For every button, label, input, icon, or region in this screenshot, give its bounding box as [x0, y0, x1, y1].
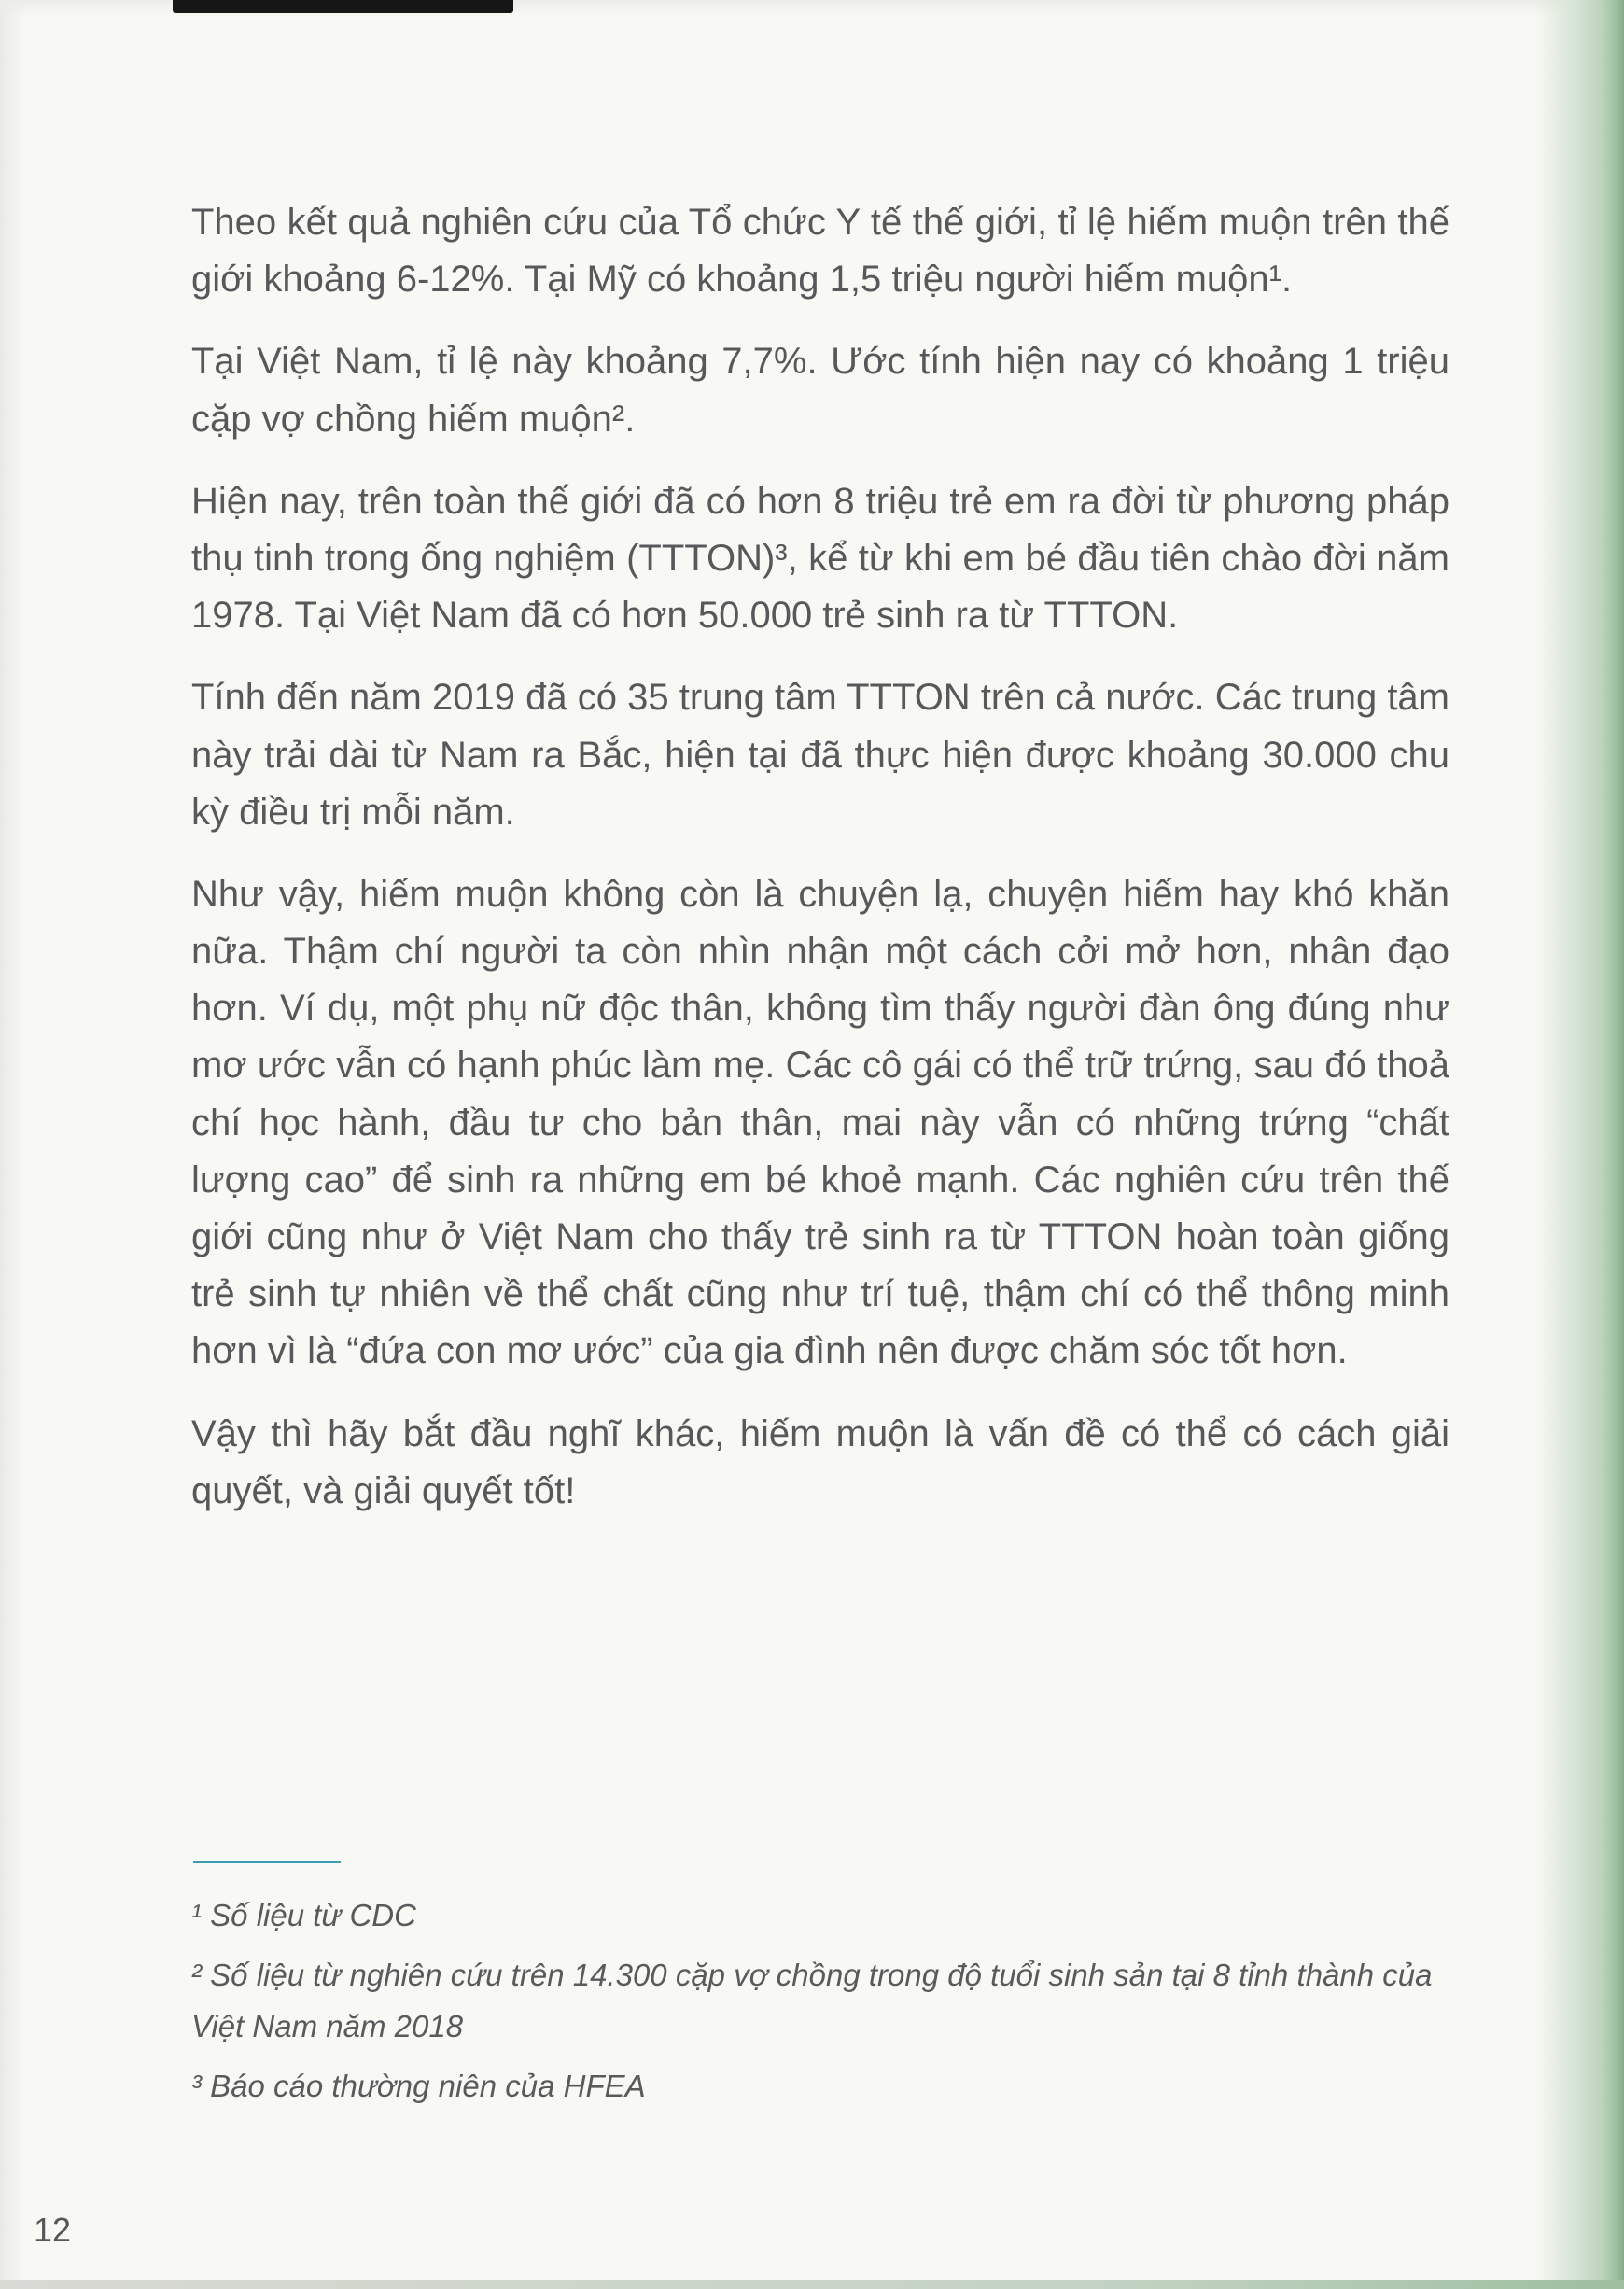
paragraph-2: Tại Việt Nam, tỉ lệ này khoảng 7,7%. Ước tính hiện nay có khoảng 1 triệu cặp vợ chồng hiếm muộn². [191, 341, 1449, 440]
paragraph-4: Tính đến năm 2019 đã có 35 trung tâm TTTON trên cả nước. Các trung tâm này trải dài từ Nam ra Bắc, hiện tại đã thực hiện được khoảng 30.000 chu kỳ điều trị mỗi năm. [191, 677, 1449, 833]
paragraph-5: Như vậy, hiếm muộn không còn là chuyện lạ, chuyện hiếm hay khó khăn nữa. Thậm chí người ta còn nhìn nhận một cách cởi mở hơn, nhân đạo hơn. Ví dụ, một phụ nữ độc thân, không tìm thấy người đàn ông đúng như mơ ước vẫn có hạnh phúc làm mẹ. Các cô gái có thể trữ trứng, sau đó thoả chí học hành, đầu tư cho bản thân, mai này vẫn có những trứng “chất lượng cao” để sinh ra những em bé khoẻ mạnh. Các nghiên cứu trên thế giới cũng như ở Việt Nam cho thấy trẻ sinh ra từ TTTON hoàn toàn giống trẻ sinh tự nhiên về thể chất cũng như trí tuệ, thậm chí có thể thông minh hơn vì là “đứa con mơ ước” của gia đình nên được chăm sóc tốt hơn. [191, 873, 1449, 1372]
footnotes-block [191, 1890, 1465, 2122]
footnote-separator [193, 1861, 341, 1863]
book-spine-edge [1535, 0, 1624, 2289]
left-edge-shade [0, 0, 24, 2289]
footnote-3: ³ Báo cáo thường niên của HFEA [191, 2069, 646, 2104]
scan-artifact-bar [173, 0, 513, 13]
paragraph-3: Hiện nay, trên toàn thế giới đã có hơn 8 triệu trẻ em ra đời từ phương pháp thụ tinh trong ống nghiệm (TTTON)³, kể từ khi em bé đầu tiên chào đời năm 1978. Tại Việt Nam đã có hơn 50.000 trẻ sinh ra từ TTTON. [191, 480, 1449, 637]
paragraph-6: Vậy thì hãy bắt đầu nghĩ khác, hiếm muộn là vấn đề có thể có cách giải quyết, và giải quyết tốt! [191, 1412, 1449, 1511]
bottom-edge-shade [0, 2280, 1624, 2289]
footnote-2: ² Số liệu từ nghiên cứu trên 14.300 cặp vợ chồng trong độ tuổi sinh sản tại 8 tỉnh thành của Việt Nam năm 2018 [191, 1958, 1433, 2043]
paragraph-1: Theo kết quả nghiên cứu của Tổ chức Y tế thế giới, tỉ lệ hiếm muộn trên thế giới khoảng 6-12%. Tại Mỹ có khoảng 1,5 triệu người hiếm muộn¹. [191, 202, 1449, 301]
main-text-block [191, 194, 1449, 1545]
footnote-1: ¹ Số liệu từ CDC [191, 1898, 416, 1932]
page-number: 12 [34, 2211, 72, 2249]
